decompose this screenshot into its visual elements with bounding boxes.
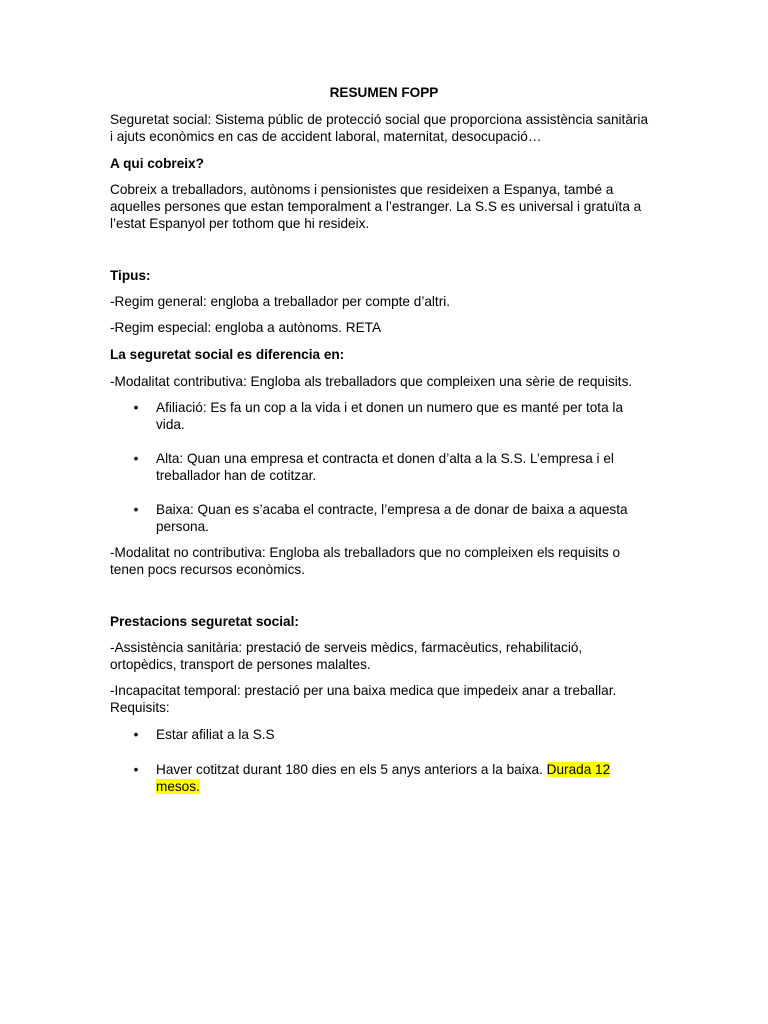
bullet-icon: •: [133, 400, 139, 415]
list-item-text: Afiliació: Es fa un cop a la vida i et donen un numero que es manté per tota la vida.: [156, 400, 624, 432]
document-title: RESUMEN FOPP: [329, 85, 439, 100]
non-contributive-paragraph: -Modalitat no contributiva: Engloba als treballadors que no compleixen els requisits o tenen pocs recursos econòmics.: [110, 545, 621, 577]
difference-heading: La seguretat social es diferencia en:: [110, 347, 345, 362]
bullet-icon: •: [133, 502, 139, 517]
type-special: -Regim especial: engloba a autònoms. RETA: [110, 320, 382, 335]
list-item-text: [156, 761, 650, 795]
coverage-heading: A qui cobreix?: [110, 156, 204, 171]
types-heading: Tipus:: [110, 268, 151, 283]
bullet-icon: •: [133, 451, 139, 466]
type-general: -Regim general: engloba a treballador per compte d’altri.: [110, 294, 451, 309]
highlighted-duration: Durada 12 mesos.: [156, 762, 611, 794]
bullet-icon: •: [133, 762, 139, 777]
list-item-text: Baixa: Quan es s’acaba el contracte, l’empresa a de donar de baixa a aquesta persona.: [156, 502, 628, 534]
list-item-text: Alta: Quan una empresa et contracta et donen d’alta a la S.S. L’empresa i el treballador han de cotitzar.: [156, 451, 614, 483]
benefit-temporary: -Incapacitat temporal: prestació per una baixa medica que impedeix anar a treballar. Requisits:: [110, 683, 617, 715]
intro-paragraph: Seguretat social: Sistema públic de protecció social que proporciona assistència sanitària i ajuts econòmics en cas de accident laboral, maternitat, desocupació…: [110, 112, 649, 144]
requirement-text: Haver cotitzat durant 180 dies en els 5 anys anteriors a la baixa.: [156, 762, 543, 777]
list-item-text: Estar afiliat a la S.S: [156, 727, 275, 742]
benefit-health: -Assistència sanitària: prestació de serveis mèdics, farmacèutics, rehabilitació, ortopèdics, transport de persones malaltes.: [110, 640, 583, 672]
bullet-icon: •: [133, 727, 139, 742]
contributive-paragraph: -Modalitat contributiva: Engloba als treballadors que compleixen una sèrie de requisits.: [110, 374, 633, 389]
benefits-heading: Prestacions seguretat social:: [110, 614, 299, 629]
coverage-paragraph: Cobreix a treballadors, autònoms i pensionistes que resideixen a Espanya, també a aquelles persones que estan temporalment a l’estranger. La S.S es universal i gratuïta a l’estat Espanyol per tothom que hi resideix.: [110, 182, 642, 231]
